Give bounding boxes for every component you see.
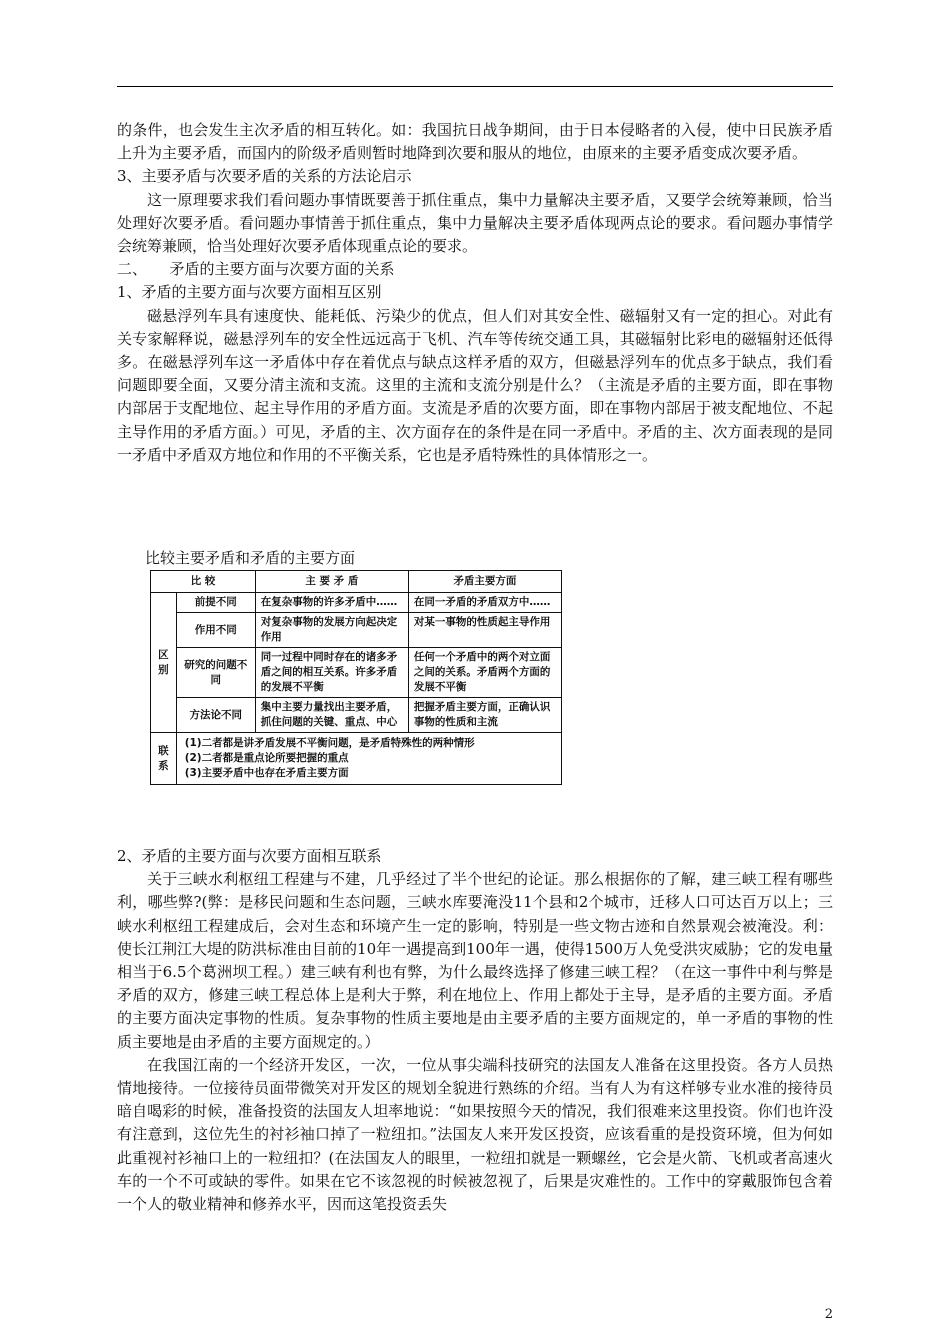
table-cell: 对复杂事物的发展方向起决定作用 (255, 613, 408, 648)
group-label: 联系 (151, 733, 177, 785)
header-rule (117, 86, 833, 87)
link-cell (176, 733, 561, 785)
table-header: 主 要 矛 盾 (255, 571, 408, 593)
table-header: 矛盾主要方面 (408, 571, 561, 593)
table-cell: 把握矛盾主要方面，正确认识事物的性质和主流 (408, 698, 561, 733)
text-block-top (117, 119, 833, 467)
section-heading: 1、矛盾的主要方面与次要方面相互区别 (117, 283, 382, 302)
link-item: (1)二者都是讲矛盾发展不平衡问题，是矛盾特殊性的两种情形 (184, 737, 475, 749)
row-label: 前提不同 (176, 593, 255, 613)
table-header-row (151, 571, 562, 593)
paragraph: 关于三峡水利枢纽工程建与不建，几乎经过了半个世纪的论证。那么根据你的了解，建三峡工程有哪些利，哪些弊?(弊：是移民问题和生态问题，三峡水库要淹没11个县和2个城市，迁移人口可达百万以上；三峡水利枢纽工程建成后，会对生态和环境产生一定的影响，特别是一些文物古迹和自然景观会被淹没。利：使长江荆江大堤的防洪标准由目前的10年一遇提高到100年一遇，使得1500万人免受洪灾威胁；它的发电量相当于6.5个葛洲坝工程。）建三峡有利也有弊，为什么最终选择了修建三峡工程？（在这一事件中利与弊是矛盾的双方，修建三峡工程总体上是利大于弊，利在地位上、作用上都处于主导，是矛盾的主要方面。矛盾的主要方面决定事物的性质。复杂事物的性质主要地是由主要矛盾的主要方面规定的，单一矛盾的事物的性质主要地是由矛盾的主要方面规定的。） (117, 870, 833, 1051)
paragraph: 在我国江南的一个经济开发区，一次，一位从事尖端科技研究的法国友人准备在这里投资。各方人员热情地接待。一位接待员面带微笑对开发区的规划全貌进行熟练的介绍。当有人为有这样够专业水准的接待员暗自喝彩的时候，准备投资的法国友人坦率地说：“如果按照今天的情况，我们很难来这里投资。你们也许没有注意到，这位先生的衬衫袖口掉了一粒纽扣。”法国友人来开发区投资，应该看重的是投资环境，但为何如此重视衬衫袖口上的一粒纽扣？(在法国友人的眼里，一粒纽扣就是一颗螺丝，它会是火箭、飞机或者高速火车的一个不可或缺的零件。如果在它不该忽视的时候被忽视了，后果是灾难性的。工作中的穿戴服饰包含着一个人的敬业精神和修养水平，因而这笔投资丢失 (117, 1055, 833, 1214)
table-cell: 任何一个矛盾中的两个对立面之间的关系。矛盾两个方面的发展不平衡 (408, 648, 561, 698)
table-row (151, 698, 562, 733)
comparison-table (150, 570, 562, 785)
table-caption: 比较主要矛盾和矛盾的主要方面 (145, 549, 356, 567)
table-cell: 在同一矛盾的矛盾双方中…… (408, 593, 561, 613)
table-cell: 在复杂事物的许多矛盾中…… (255, 593, 408, 613)
section-heading: 3、主要矛盾与次要矛盾的关系的方法论启示 (117, 167, 412, 186)
row-label: 研究的问题不同 (176, 648, 255, 698)
table-cell: 同一过程中同时存在的诸多矛盾之间的相互关系。许多矛盾的发展不平衡 (255, 648, 408, 698)
row-label: 作用不同 (176, 613, 255, 648)
section-heading: 二、 矛盾的主要方面与次要方面的关系 (117, 260, 395, 279)
table-header: 比 较 (151, 571, 256, 593)
text-block-bottom (117, 845, 833, 1216)
link-item: (3)主要矛盾中也存在矛盾主要方面 (184, 767, 349, 779)
paragraph: 这一原理要求我们看问题办事情既要善于抓住重点，集中力量解决主要矛盾，又要学会统筹兼顾，恰当处理好次要矛盾。看问题办事情善于抓住重点，集中力量解决主要矛盾体现两点论的要求。看问题办事情学会统筹兼顾，恰当处理好次要矛盾体现重点论的要求。 (117, 190, 833, 256)
link-item: (2)二者都是重点论所要把握的重点 (184, 752, 349, 764)
paragraph: 磁悬浮列车具有速度快、能耗低、污染少的优点，但人们对其安全性、磁辐射又有一定的担心。对此有关专家解释说，磁悬浮列车的安全性远远高于飞机、汽车等传统交通工具，其磁辐射比彩电的磁辐射还低得多。在磁悬浮列车这一矛盾体中存在着优点与缺点这样矛盾的双方，但磁悬浮列车的优点多于缺点，我们看问题即要全面，又要分清主流和支流。这里的主流和支流分别是什么？（主流是矛盾的主要方面，即在事物内部居于支配地位、起主导作用的矛盾方面。支流是矛盾的次要方面，即在事物内部居于被支配地位、不起主导作用的矛盾方面。）可见，矛盾的主、次方面存在的条件是在同一矛盾中。矛盾的主、次方面表现的是同一矛盾中矛盾双方地位和作用的不平衡关系，它也是矛盾特殊性的具体情形之一。 (117, 306, 833, 464)
section-heading: 2、矛盾的主要方面与次要方面相互联系 (117, 847, 382, 865)
table-cell: 对某一事物的性质起主导作用 (408, 613, 561, 648)
row-label: 方法论不同 (176, 698, 255, 733)
table-row (151, 593, 562, 613)
paragraph: 的条件，也会发生主次矛盾的相互转化。如：我国抗日战争期间，由于日本侵略者的入侵，使中日民族矛盾上升为主要矛盾，而国内的阶级矛盾则暂时地降到次要和服从的地位，由原来的主要矛盾变成次要矛盾。 (117, 121, 833, 163)
table-cell: 集中主要力量找出主要矛盾，抓住问题的关键、重点、中心 (255, 698, 408, 733)
page-number: 2 (824, 1307, 833, 1322)
group-label: 区别 (151, 593, 177, 733)
table-row (151, 648, 562, 698)
table-row (151, 613, 562, 648)
table-row-link (151, 733, 562, 785)
